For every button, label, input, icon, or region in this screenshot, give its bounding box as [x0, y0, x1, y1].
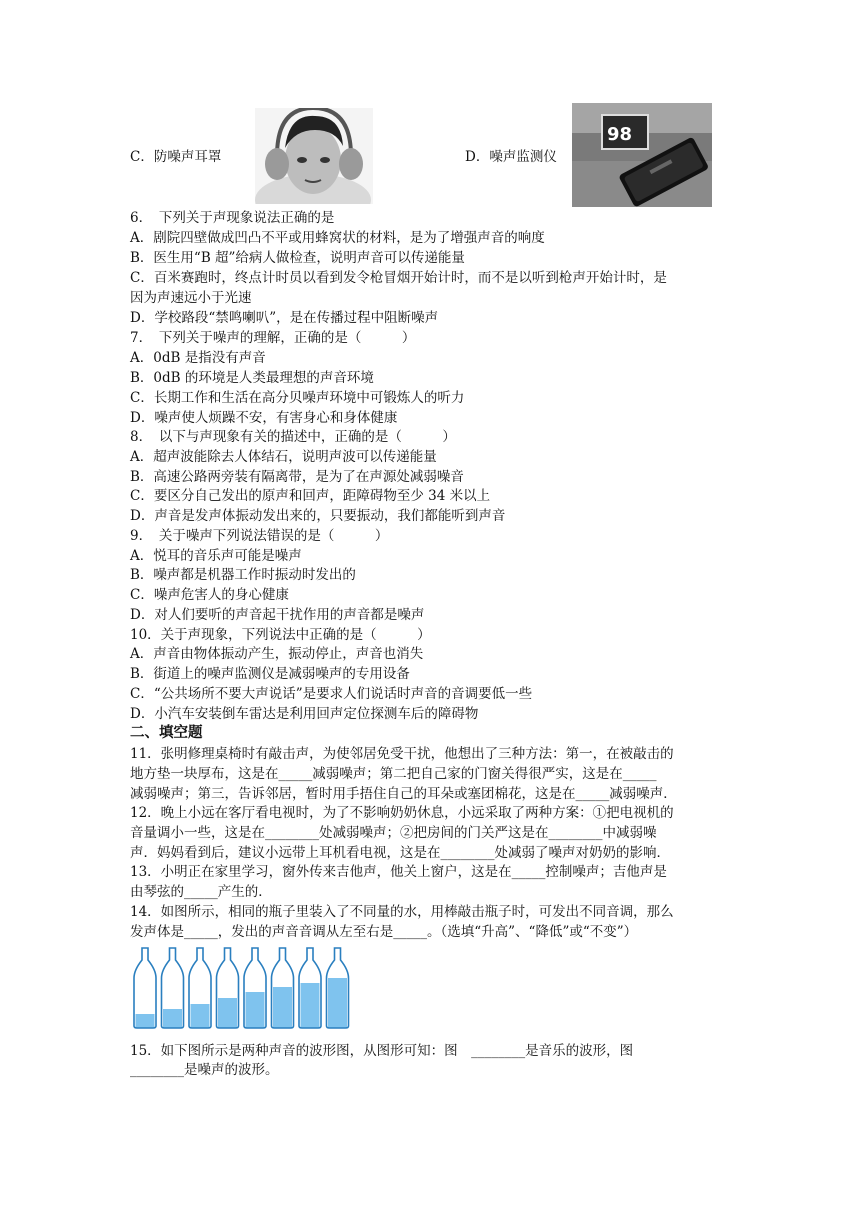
q14-line-1: 14．如图所示，相同的瓶子里装入了不同量的水，用棒敲击瓶子时，可发出不同音调，那么 — [130, 904, 674, 920]
bottle-water — [246, 992, 265, 1028]
q13-line-1: 13．小明正在家里学习，窗外传来吉他声，他关上窗户，这是在_____控制噪声；吉他声是 — [130, 864, 667, 880]
q8-option-a: A．超声波能除去人体结石，说明声波可以传递能量 — [130, 449, 437, 465]
q6-option-c-cont: 因为声速远小于光速 — [130, 290, 252, 306]
q8-stem: 8． 以下与声现象有关的描述中，正确的是（ ） — [130, 429, 456, 445]
bottles-figure — [132, 944, 354, 1032]
section-heading-fill-blank: 二、填空题 — [130, 725, 203, 741]
q15-line-1: 15．如下图所示是两种声音的波形图，从图形可知：图 ________是音乐的波形，图 — [130, 1043, 634, 1059]
q6-option-b: B．医生用“B 超”给病人做检查，说明声音可以传递能量 — [130, 250, 465, 266]
option-d-label: D．噪声监测仪 — [465, 149, 557, 165]
earmuff-person-image — [255, 108, 373, 204]
bottle-water — [218, 998, 237, 1028]
q8-option-c: C．要区分自己发出的原声和回声，距障碍物至少 34 米以上 — [130, 488, 491, 504]
q9-option-b: B．噪声都是机器工作时振动时发出的 — [130, 567, 356, 583]
q11-line-3: 减弱噪声；第三，告诉邻居，暂时用手捂住自己的耳朵或塞团棉花，这是在_____减弱噪声． — [130, 786, 677, 802]
bottle — [217, 948, 239, 1028]
q8-option-b: B．高速公路两旁装有隔离带，是为了在声源处减弱噪音 — [130, 469, 464, 485]
q10-option-b: B．街道上的噪声监测仪是减弱噪声的专用设备 — [130, 666, 410, 682]
q6-option-a: A．剧院四壁做成凹凸不平或用蜂窝状的材料，是为了增强声音的响度 — [130, 230, 545, 246]
q7-option-b: B．0dB 的环境是人类最理想的声音环境 — [130, 370, 374, 386]
bottle-water — [163, 1009, 182, 1028]
q14-line-2: 发声体是_____，发出的声音音调从左至右是_____。（选填“升高”、“降低”或“不变”） — [130, 924, 638, 940]
q7-option-a: A．0dB 是指没有声音 — [130, 350, 266, 366]
bottle-water — [191, 1004, 210, 1028]
bottle-water — [328, 978, 347, 1028]
q12-line-3: 声．妈妈看到后，建议小远带上耳机看电视，这是在________处减弱了噪声对奶奶的影响． — [130, 845, 670, 861]
q10-option-d: D．小汽车安装倒车雷达是利用回声定位探测车后的障碍物 — [130, 706, 479, 722]
q6-option-d: D．学校路段“禁鸣喇叭”，是在传播过程中阻断噪声 — [130, 310, 439, 326]
bottle — [244, 948, 266, 1028]
monitor-reading: 98 — [607, 124, 633, 145]
q9-option-c: C．噪声危害人的身心健康 — [130, 587, 289, 603]
q6-stem: 6． 下列关于声现象说法正确的是 — [130, 210, 335, 226]
q12-line-2: 音量调小一些，这是在________处减弱噪声；②把房间的门关严这是在________中减弱噪 — [130, 825, 657, 841]
q10-option-c: C．“公共场所不要大声说话”是要求人们说话时声音的音调要低一些 — [130, 686, 533, 702]
bottle — [162, 948, 184, 1028]
bottle-water — [273, 987, 292, 1028]
q9-stem: 9． 关于噪声下列说法错误的是（ ） — [130, 528, 389, 544]
noise-monitor-image — [572, 103, 712, 207]
q10-stem: 10．关于声现象，下列说法中正确的是（ ） — [130, 627, 431, 643]
q7-option-d: D．噪声使人烦躁不安，有害身心和身体健康 — [130, 410, 398, 426]
q13-line-2: 由琴弦的_____产生的． — [130, 884, 272, 900]
q9-option-d: D．对人们要听的声音起干扰作用的声音都是噪声 — [130, 607, 425, 623]
bottle-water — [301, 983, 320, 1028]
q10-option-a: A．声音由物体振动产生，振动停止，声音也消失 — [130, 646, 424, 662]
q7-stem: 7． 下列关于噪声的理解，正确的是（ ） — [130, 330, 416, 346]
bottle — [272, 948, 294, 1028]
q9-option-a: A．悦耳的音乐声可能是噪声 — [130, 548, 302, 564]
bottle-water — [136, 1014, 155, 1028]
option-c-label: C．防噪声耳罩 — [130, 149, 222, 165]
bottle — [134, 948, 156, 1028]
q7-option-c: C．长期工作和生活在高分贝噪声环境中可锻炼人的听力 — [130, 390, 465, 406]
q12-line-1: 12．晚上小远在客厅看电视时，为了不影响奶奶休息，小远采取了两种方案：①把电视机的 — [130, 805, 674, 821]
q6-option-c: C．百米赛跑时，终点计时员以看到发令枪冒烟开始计时，而不是以听到枪声开始计时，是 — [130, 270, 667, 286]
bottle — [189, 948, 211, 1028]
q11-line-1: 11．张明修理桌椅时有敲击声，为使邻居免受干扰，他想出了三种方法：第一，在被敲击的 — [130, 746, 674, 762]
q15-line-2: ________是噪声的波形。 — [130, 1062, 279, 1078]
bottle — [299, 948, 321, 1028]
q11-line-2: 地方垫一块厚布，这是在_____减弱噪声；第二把自己家的门窗关得很严实，这是在_____ — [130, 766, 657, 782]
q8-option-d: D．声音是发声体振动发出来的，只要振动，我们都能听到声音 — [130, 508, 506, 524]
bottle — [327, 948, 349, 1028]
